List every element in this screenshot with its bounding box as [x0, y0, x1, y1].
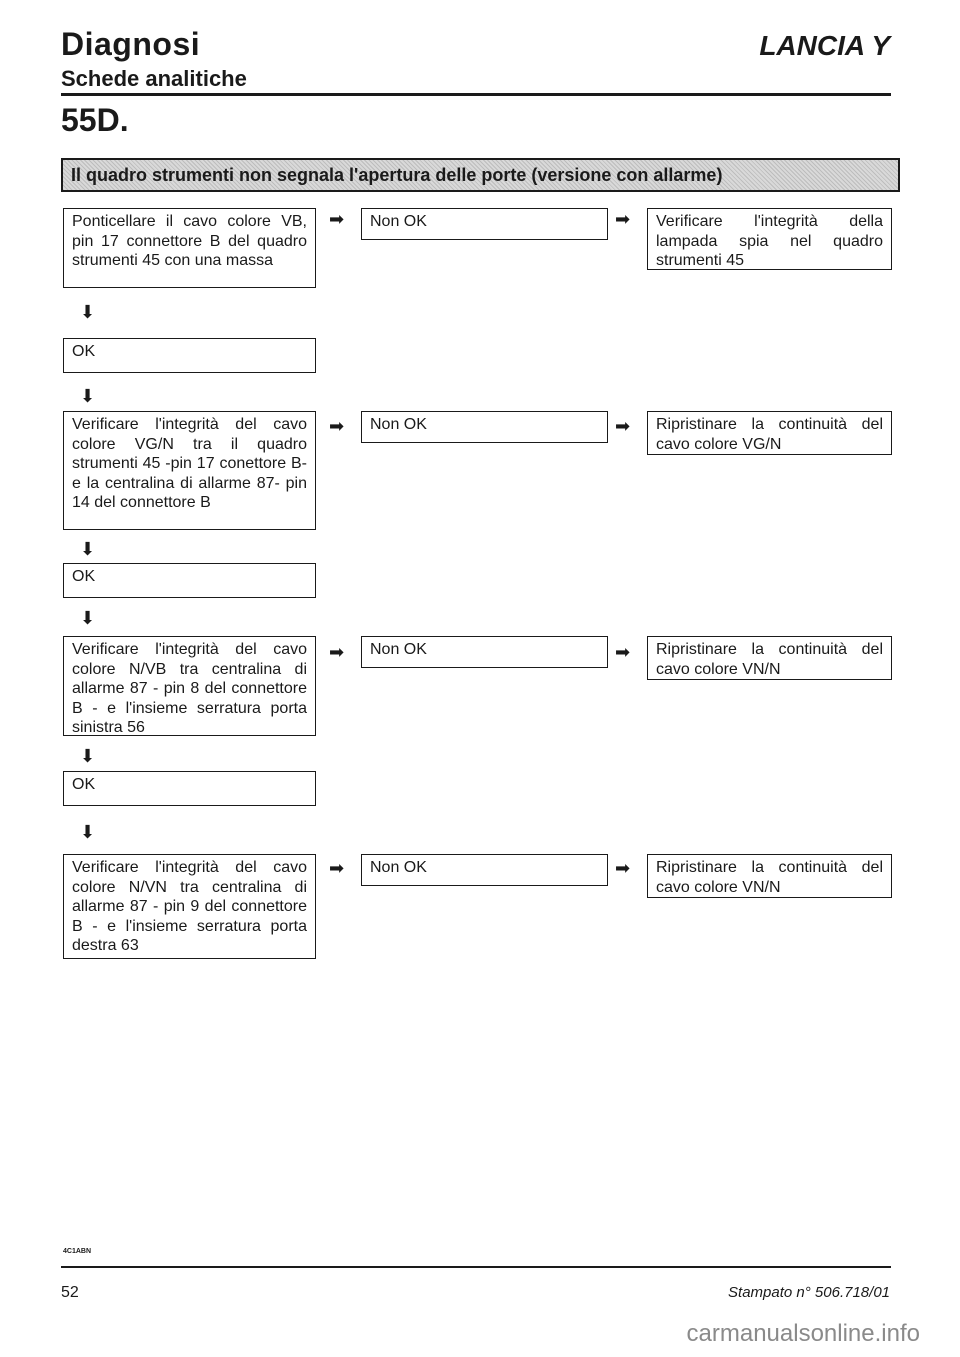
step-3-arrow-down-2-icon: ⬇ [80, 822, 96, 842]
diagnostic-code: 55D. [61, 102, 129, 138]
step-1-action-box: Verificare l'integrità della lampada spia nel quadro strumenti 45 [647, 208, 892, 270]
header-rule [61, 93, 891, 96]
step-2-arrow-down-2-icon: ⬇ [80, 608, 96, 628]
print-reference: Stampato n° 506.718/01 [728, 1284, 890, 1301]
watermark: carmanualsonline.info [686, 1320, 920, 1347]
section-subtitle: Schede analitiche [61, 66, 247, 91]
step-3-arrow-down-icon: ⬇ [80, 746, 96, 766]
step-2-ok-box: OK [63, 563, 316, 598]
step-3-arrow-right-icon: ➡ [329, 642, 345, 662]
step-3-check-box: Verificare l'integrità del cavo colore N/VB tra centralina di allarme 87 - pin 8 del connettore B - e l'insieme serratura porta sinistra 56 [63, 636, 316, 736]
brand-label: LANCIA Y [759, 30, 890, 61]
step-2-arrow-down-icon: ⬇ [80, 539, 96, 559]
step-2-check-box: Verificare l'integrità del cavo colore VG/N tra il quadro strumenti 45 -pin 17 conettore B- e la centralina di allarme 87- pin 14 del connettore B [63, 411, 316, 530]
footer-rule [61, 1266, 891, 1268]
step-4-action-box: Ripristinare la continuità del cavo colore VN/N [647, 854, 892, 898]
step-3-arrow-right-2-icon: ➡ [615, 642, 631, 662]
step-2-action-box: Ripristinare la continuità del cavo colore VG/N [647, 411, 892, 455]
step-1-arrow-down-2-icon: ⬇ [80, 386, 96, 406]
step-1-check-box: Ponticellare il cavo colore VB, pin 17 connettore B del quadro strumenti 45 con una massa [63, 208, 316, 288]
step-3-fail-box: Non OK [361, 636, 608, 668]
step-4-arrow-right-icon: ➡ [329, 858, 345, 878]
step-1-arrow-right-2-icon: ➡ [615, 209, 631, 229]
step-2-arrow-right-icon: ➡ [329, 416, 345, 436]
step-4-check-box: Verificare l'integrità del cavo colore N/VN tra centralina di allarme 87 - pin 9 del connettore B - e l'insieme serratura porta destra 63 [63, 854, 316, 959]
footer-code: 4C1ABN [63, 1248, 92, 1255]
step-1-arrow-down-icon: ⬇ [80, 302, 96, 322]
step-1-arrow-right-icon: ➡ [329, 209, 345, 229]
step-1-fail-box: Non OK [361, 208, 608, 240]
step-1-ok-box: OK [63, 338, 316, 373]
step-3-action-box: Ripristinare la continuità del cavo colore VN/N [647, 636, 892, 680]
step-2-fail-box: Non OK [361, 411, 608, 443]
page-number: 52 [61, 1284, 79, 1301]
section-title: Diagnosi [61, 26, 201, 62]
symptom-banner: Il quadro strumenti non segnala l'apertura delle porte (versione con allarme) [61, 158, 900, 192]
step-3-ok-box: OK [63, 771, 316, 806]
step-4-arrow-right-2-icon: ➡ [615, 858, 631, 878]
step-4-fail-box: Non OK [361, 854, 608, 886]
step-2-arrow-right-2-icon: ➡ [615, 416, 631, 436]
